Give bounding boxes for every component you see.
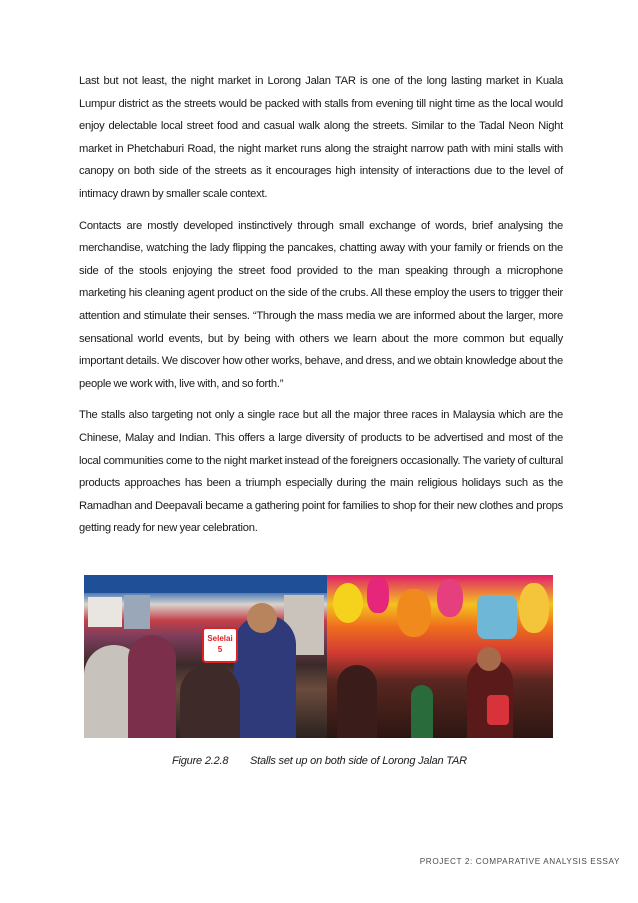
price-sign: Selelai 5 (202, 627, 238, 663)
photo-lantern-stalls (327, 575, 553, 738)
figure-caption: Stalls set up on both side of Lorong Jalan TAR (250, 755, 467, 767)
body-text (79, 70, 563, 549)
paragraph-2: Contacts are mostly developed instinctively through small exchange of words, brief analysing the merchandise, watching the lady flipping the pancakes, chatting away with your family or friends on the side of the stools enjoying the street food provided to the man speaking through a microphone marketing his cleaning agent product on the side of the crubs. All these employ the users to trigger their attention and stimulate their senses. “Through the mass media we are informed about the larger, more sensational world events, but by being with others we learn about the more common but equally important details. We discover how other works, behave, and dress, and we obtain knowledge about the people we work with, live with, and so forth.” (79, 219, 563, 390)
paragraph-1: Last but not least, the night market in Lorong Jalan TAR is one of the long lasting market in Kuala Lumpur district as the streets would be packed with stalls from evening till night time as the local would enjoy delectable local street food and casual walk along the streets. Similar to the Tadal Neon Night market in Phetchaburi Road, the night market runs along the straight narrow path with mini stalls with canopy on both side of the streets as it encourages high intensity of interactions due to the level of intimacy drawn by smaller scale context. (79, 75, 563, 200)
page-footer: PROJECT 2: COMPARATIVE ANALYSIS ESSAY (419, 857, 620, 866)
paragraph-3: The stalls also targeting not only a single race but all the major three races in Malaysia which are the Chinese, Malay and Indian. This offers a large diversity of products to be advertised and most of the local communities come to the night market instead of the foreigners occasionally. The variety of cultural products approaches has been a triumph especially during the main religious holidays such as the Ramadhan and Deepavali became a gathering point for families to shop for their new clothes and props getting ready for new year celebration. (79, 409, 563, 535)
photo-crowd-market (84, 575, 327, 738)
figure-number: Figure 2.2.8 (172, 755, 229, 767)
figure-photos (84, 575, 553, 738)
